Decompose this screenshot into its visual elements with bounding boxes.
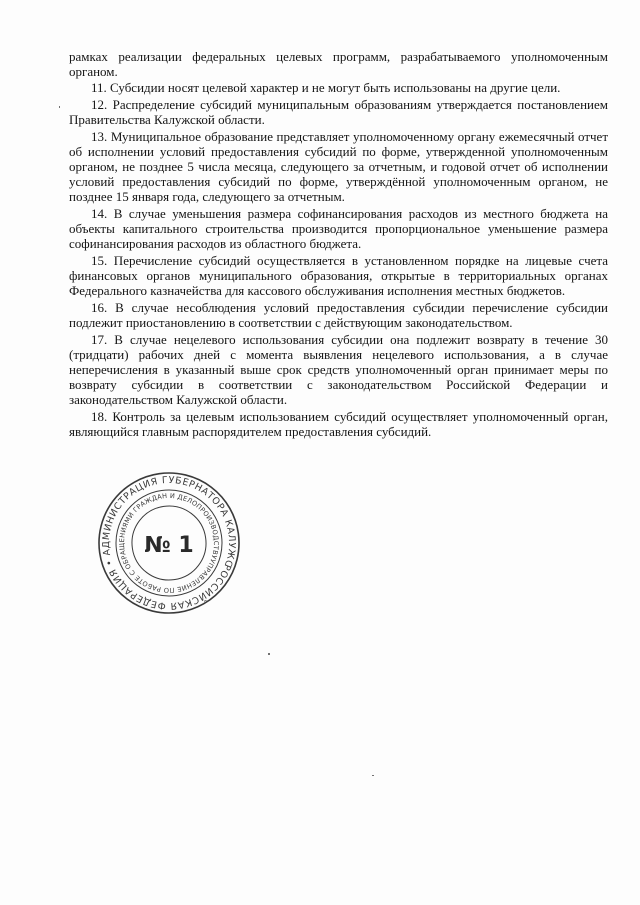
scan-speck bbox=[59, 106, 60, 108]
scan-speck bbox=[372, 775, 374, 776]
paragraph-11: 11. Субсидии носят целевой характер и не могут быть использованы на другие цели. bbox=[91, 80, 561, 95]
seal-inner-text: УПРАВЛЕНИЕ ПО РАБОТЕ С ОБРАЩЕНИЯМИ ГРАЖДАН И ДЕЛОПРОИЗВОДСТВУ bbox=[117, 491, 221, 595]
paragraph-14: 14. В случае уменьшения размера софинансирования расходов из местного бюджета на объекты капитального строительства производится пропорциональное уменьшение размера софинансирования расходов из областного бюджета. bbox=[69, 206, 608, 251]
document-body bbox=[69, 49, 608, 441]
paragraph-13: 13. Муниципальное образование представляет уполномоченному органу ежемесячный отчет об исполнении условий предоставления субсидий по форме, утвержденной уполномоченным органом, не позднее 5 числа месяца, следующего за отчетным, и годовой отчет об исполнении условий предоставления субсидий по форме, утверждённой уполномоченным органом, не позднее 15 января года, следующего за отчетным. bbox=[69, 129, 608, 204]
paragraph-12: 12. Распределение субсидий муниципальным образованиям утверждается постановлением Правительства Калужской области. bbox=[69, 97, 608, 127]
seal-outer-text: РОССИЙСКАЯ ФЕДЕРАЦИЯ • АДМИНИСТРАЦИЯ ГУБЕРНАТОРА КАЛУЖСКОЙ bbox=[100, 474, 238, 612]
paragraph-continuation: рамках реализации федеральных целевых программ, разрабатываемого уполномоченным органом. bbox=[69, 49, 608, 79]
paragraph-17: 17. В случае нецелевого использования субсидии она подлежит возврату в течение 30 (тридцати) рабочих дней с момента выявления нецелевого использования, а в случае неперечисления в указанный выше срок средств уполномоченный орган принимает меры по возврату субсидии в соответствии с законодательством Российской Федерации и законодательством Калужской области. bbox=[69, 332, 608, 407]
paragraph-15: 15. Перечисление субсидий осуществляется в установленном порядке на лицевые счета финансовых органов муниципального образования, открытые в территориальных органах Федерального казначейства для кассового обслуживания исполнения местных бюджетов. bbox=[69, 253, 608, 298]
paragraph-16: 16. В случае несоблюдения условий предоставления субсидии перечисление субсидии подлежит приостановлению в соответствии с действующим законодательством. bbox=[69, 300, 608, 330]
seal-number: № 1 bbox=[144, 533, 194, 558]
paragraph-18: 18. Контроль за целевым использованием субсидий осуществляет уполномоченный орган, являющийся главным распорядителем предоставления субсидий. bbox=[69, 409, 608, 439]
official-seal bbox=[96, 470, 242, 616]
scan-speck bbox=[268, 653, 270, 655]
